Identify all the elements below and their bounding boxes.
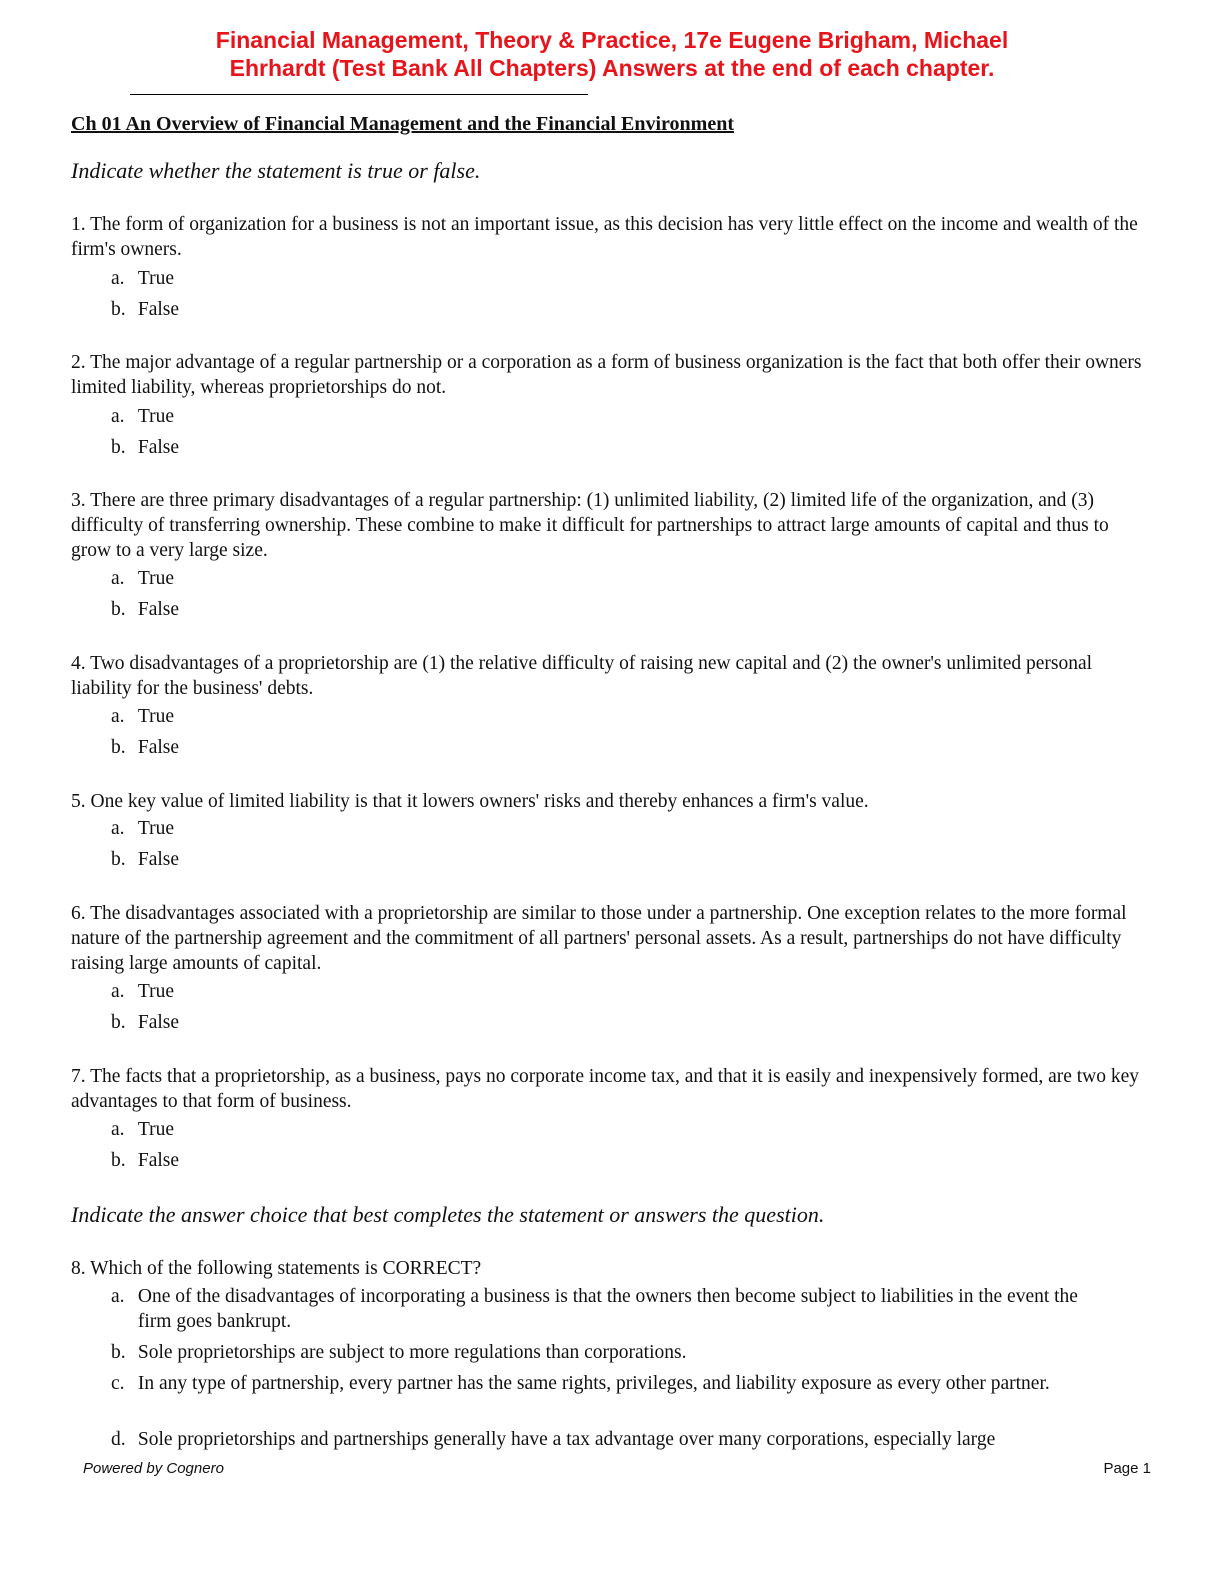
question-5-option-a — [111, 816, 1121, 841]
instructions-true-false: Indicate whether the statement is true or false. — [71, 158, 481, 183]
question-1-option-b — [111, 297, 1121, 322]
question-6: 6. The disadvantages associated with a proprietorship are similar to those under a partnership. One exception relates to the more formal nature of the partnership agreement and the commitment of all partners' personal assets. As a result, partnerships do not have difficulty raising large amounts of capital. — [71, 903, 1127, 974]
question-8-option-a — [111, 1284, 1121, 1334]
option-label: b. — [111, 1150, 126, 1171]
question-3: 3. There are three primary disadvantages of a regular partnership: (1) unlimited liability, (2) limited life of the organization, and (3) difficulty of transferring ownership. These combine to make it difficult for partnerships to attract large amounts of capital and thus to grow to a very large size. — [71, 490, 1109, 561]
option-text: True — [137, 568, 174, 589]
option-text: True — [137, 406, 174, 427]
option-label: b. — [111, 437, 126, 458]
option-text: Sole proprietorships and partnerships generally have a tax advantage over many corporations, especially large — [137, 1429, 996, 1450]
option-text: False — [137, 437, 180, 458]
option-label: b. — [111, 599, 126, 620]
option-label: a. — [111, 981, 125, 1002]
question-6-option-a — [111, 979, 1121, 1004]
question-4-option-b — [111, 735, 1121, 760]
option-label: a. — [111, 1286, 125, 1307]
option-label: a. — [111, 406, 125, 427]
footer-powered-by: Powered by Cognero — [83, 1460, 224, 1477]
header-divider — [130, 94, 588, 95]
option-text: In any type of partnership, every partner has the same rights, privileges, and liability exposure as every other partner. — [137, 1373, 1050, 1394]
option-label: b. — [111, 299, 126, 320]
question-2-option-a — [111, 404, 1121, 429]
option-label: a. — [111, 706, 125, 727]
option-text: Sole proprietorships are subject to more regulations than corporations. — [137, 1342, 687, 1363]
question-5-option-b — [111, 847, 1121, 872]
question-1-option-a — [111, 266, 1121, 291]
question-8-option-b — [111, 1340, 1121, 1365]
question-7-option-a — [111, 1117, 1121, 1142]
question-6-option-b — [111, 1010, 1121, 1035]
question-4: 4. Two disadvantages of a proprietorship are (1) the relative difficulty of raising new capital and (2) the owner's unlimited personal liability for the business' debts. — [71, 653, 1093, 699]
option-text: False — [137, 737, 180, 758]
option-text: True — [137, 706, 174, 727]
option-label: c. — [111, 1373, 125, 1394]
option-label: b. — [111, 1012, 126, 1033]
option-text: True — [137, 1119, 174, 1140]
option-text: True — [137, 818, 174, 839]
footer-page-number: Page 1 — [1103, 1460, 1151, 1477]
chapter-title: Ch 01 An Overview of Financial Management and the Financial Environment — [71, 113, 734, 135]
question-8-option-c — [111, 1371, 1121, 1396]
option-label: a. — [111, 268, 125, 289]
option-text: False — [137, 1150, 180, 1171]
instructions-multiple-choice: Indicate the answer choice that best completes the statement or answers the question. — [71, 1202, 825, 1227]
option-label: b. — [111, 849, 126, 870]
question-4-option-a — [111, 704, 1121, 729]
question-3-option-b — [111, 597, 1121, 622]
question-8-option-d — [111, 1427, 1121, 1452]
option-text: False — [137, 849, 180, 870]
option-label: a. — [111, 1119, 125, 1140]
option-label: b. — [111, 1342, 126, 1363]
header-line-1: Financial Management, Theory & Practice, 17e Eugene Brigham, Michael — [215, 27, 1009, 53]
question-5: 5. One key value of limited liability is that it lowers owners' risks and thereby enhances a firm's value. — [71, 791, 869, 812]
question-8: 8. Which of the following statements is CORRECT? — [71, 1258, 482, 1279]
question-3-option-a — [111, 566, 1121, 591]
option-label: a. — [111, 568, 125, 589]
option-text: False — [137, 299, 180, 320]
option-text: False — [137, 1012, 180, 1033]
question-7: 7. The facts that a proprietorship, as a business, pays no corporate income tax, and that it is easily and inexpensively formed, are two key advantages to that form of business. — [71, 1066, 1140, 1112]
option-label: b. — [111, 737, 126, 758]
header-line-2: Ehrhardt (Test Bank All Chapters) Answers at the end of each chapter. — [229, 55, 995, 81]
option-text: False — [137, 599, 180, 620]
option-text: True — [137, 981, 174, 1002]
question-2: 2. The major advantage of a regular partnership or a corporation as a form of business organization is the fact that both offer their owners limited liability, whereas proprietorships do not. — [71, 352, 1142, 398]
question-1: 1. The form of organization for a business is not an important issue, as this decision has very little effect on the income and wealth of the firm's owners. — [71, 214, 1138, 260]
option-label: d. — [111, 1429, 126, 1450]
question-2-option-b — [111, 435, 1121, 460]
option-label: a. — [111, 818, 125, 839]
option-text: True — [137, 268, 174, 289]
option-text: One of the disadvantages of incorporating a business is that the owners then become subject to liabilities in the event the firm goes bankrupt. — [137, 1286, 1078, 1332]
question-7-option-b — [111, 1148, 1121, 1173]
